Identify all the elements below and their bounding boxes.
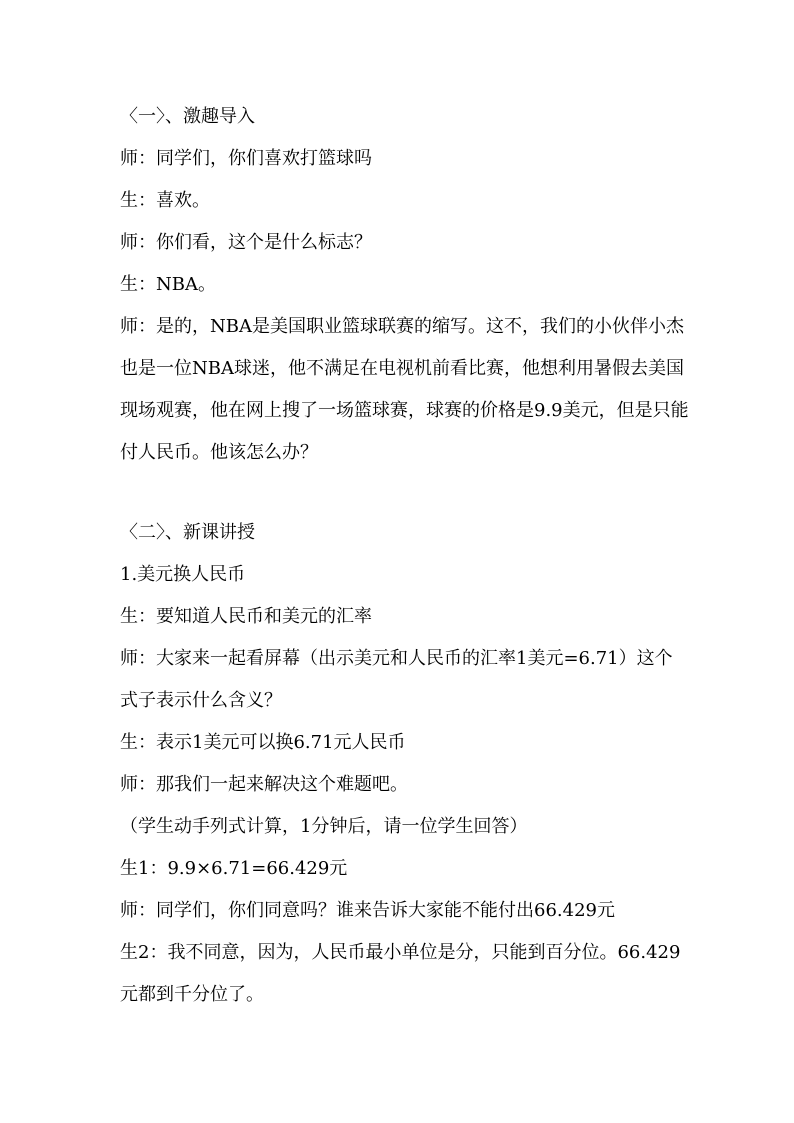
dialogue-line: 生：表示1美元可以换6.71元人民币 [120,732,406,753]
subsection-heading: 1.美元换人民币 [120,564,246,585]
dialogue-line: 师：那我们一起来解决这个难题吧。 [120,774,408,795]
dialogue-line: 师：同学们，你们喜欢打篮球吗 [120,148,372,169]
dialogue-line: 生：要知道人民币和美元的汇率 [120,606,372,627]
dialogue-line: 生：NBA。 [120,274,216,295]
section-intro [120,96,690,474]
dialogue-line: 生：喜欢。 [120,190,210,211]
section-new-lesson [120,512,690,1016]
dialogue-line: 师：同学们，你们同意吗？谁来告诉大家能不能付出66.429元 [120,900,615,921]
dialogue-line: （学生动手列式计算，1分钟后，请一位学生回答） [120,816,528,837]
dialogue-line: 师：你们看，这个是什么标志？ [120,232,372,253]
dialogue-paragraph: 师：是的，NBA是美国职业篮球联赛的缩写。这不，我们的小伙伴小杰也是一位NBA球迷，他不满足在电视机前看比赛，他想利用暑假去美国现场观赛，他在网上搜了一场篮球赛，球赛的价格是9.9美元，但是只能付人民币。他该怎么办？ [120,316,689,463]
dialogue-paragraph: 师：大家来一起看屏幕（出示美元和人民币的汇率1美元=6.71）这个式子表示什么含义？ [120,648,673,711]
dialogue-paragraph: 生2：我不同意，因为，人民币最小单位是分，只能到百分位。66.429元都到千分位了。 [120,942,681,1005]
dialogue-line: 生1：9.9×6.71=66.429元 [120,858,348,879]
section-heading-new-lesson: 〈二〉、新课讲授 [120,522,255,543]
section-heading-intro: 〈一〉、激趣导入 [120,106,255,127]
